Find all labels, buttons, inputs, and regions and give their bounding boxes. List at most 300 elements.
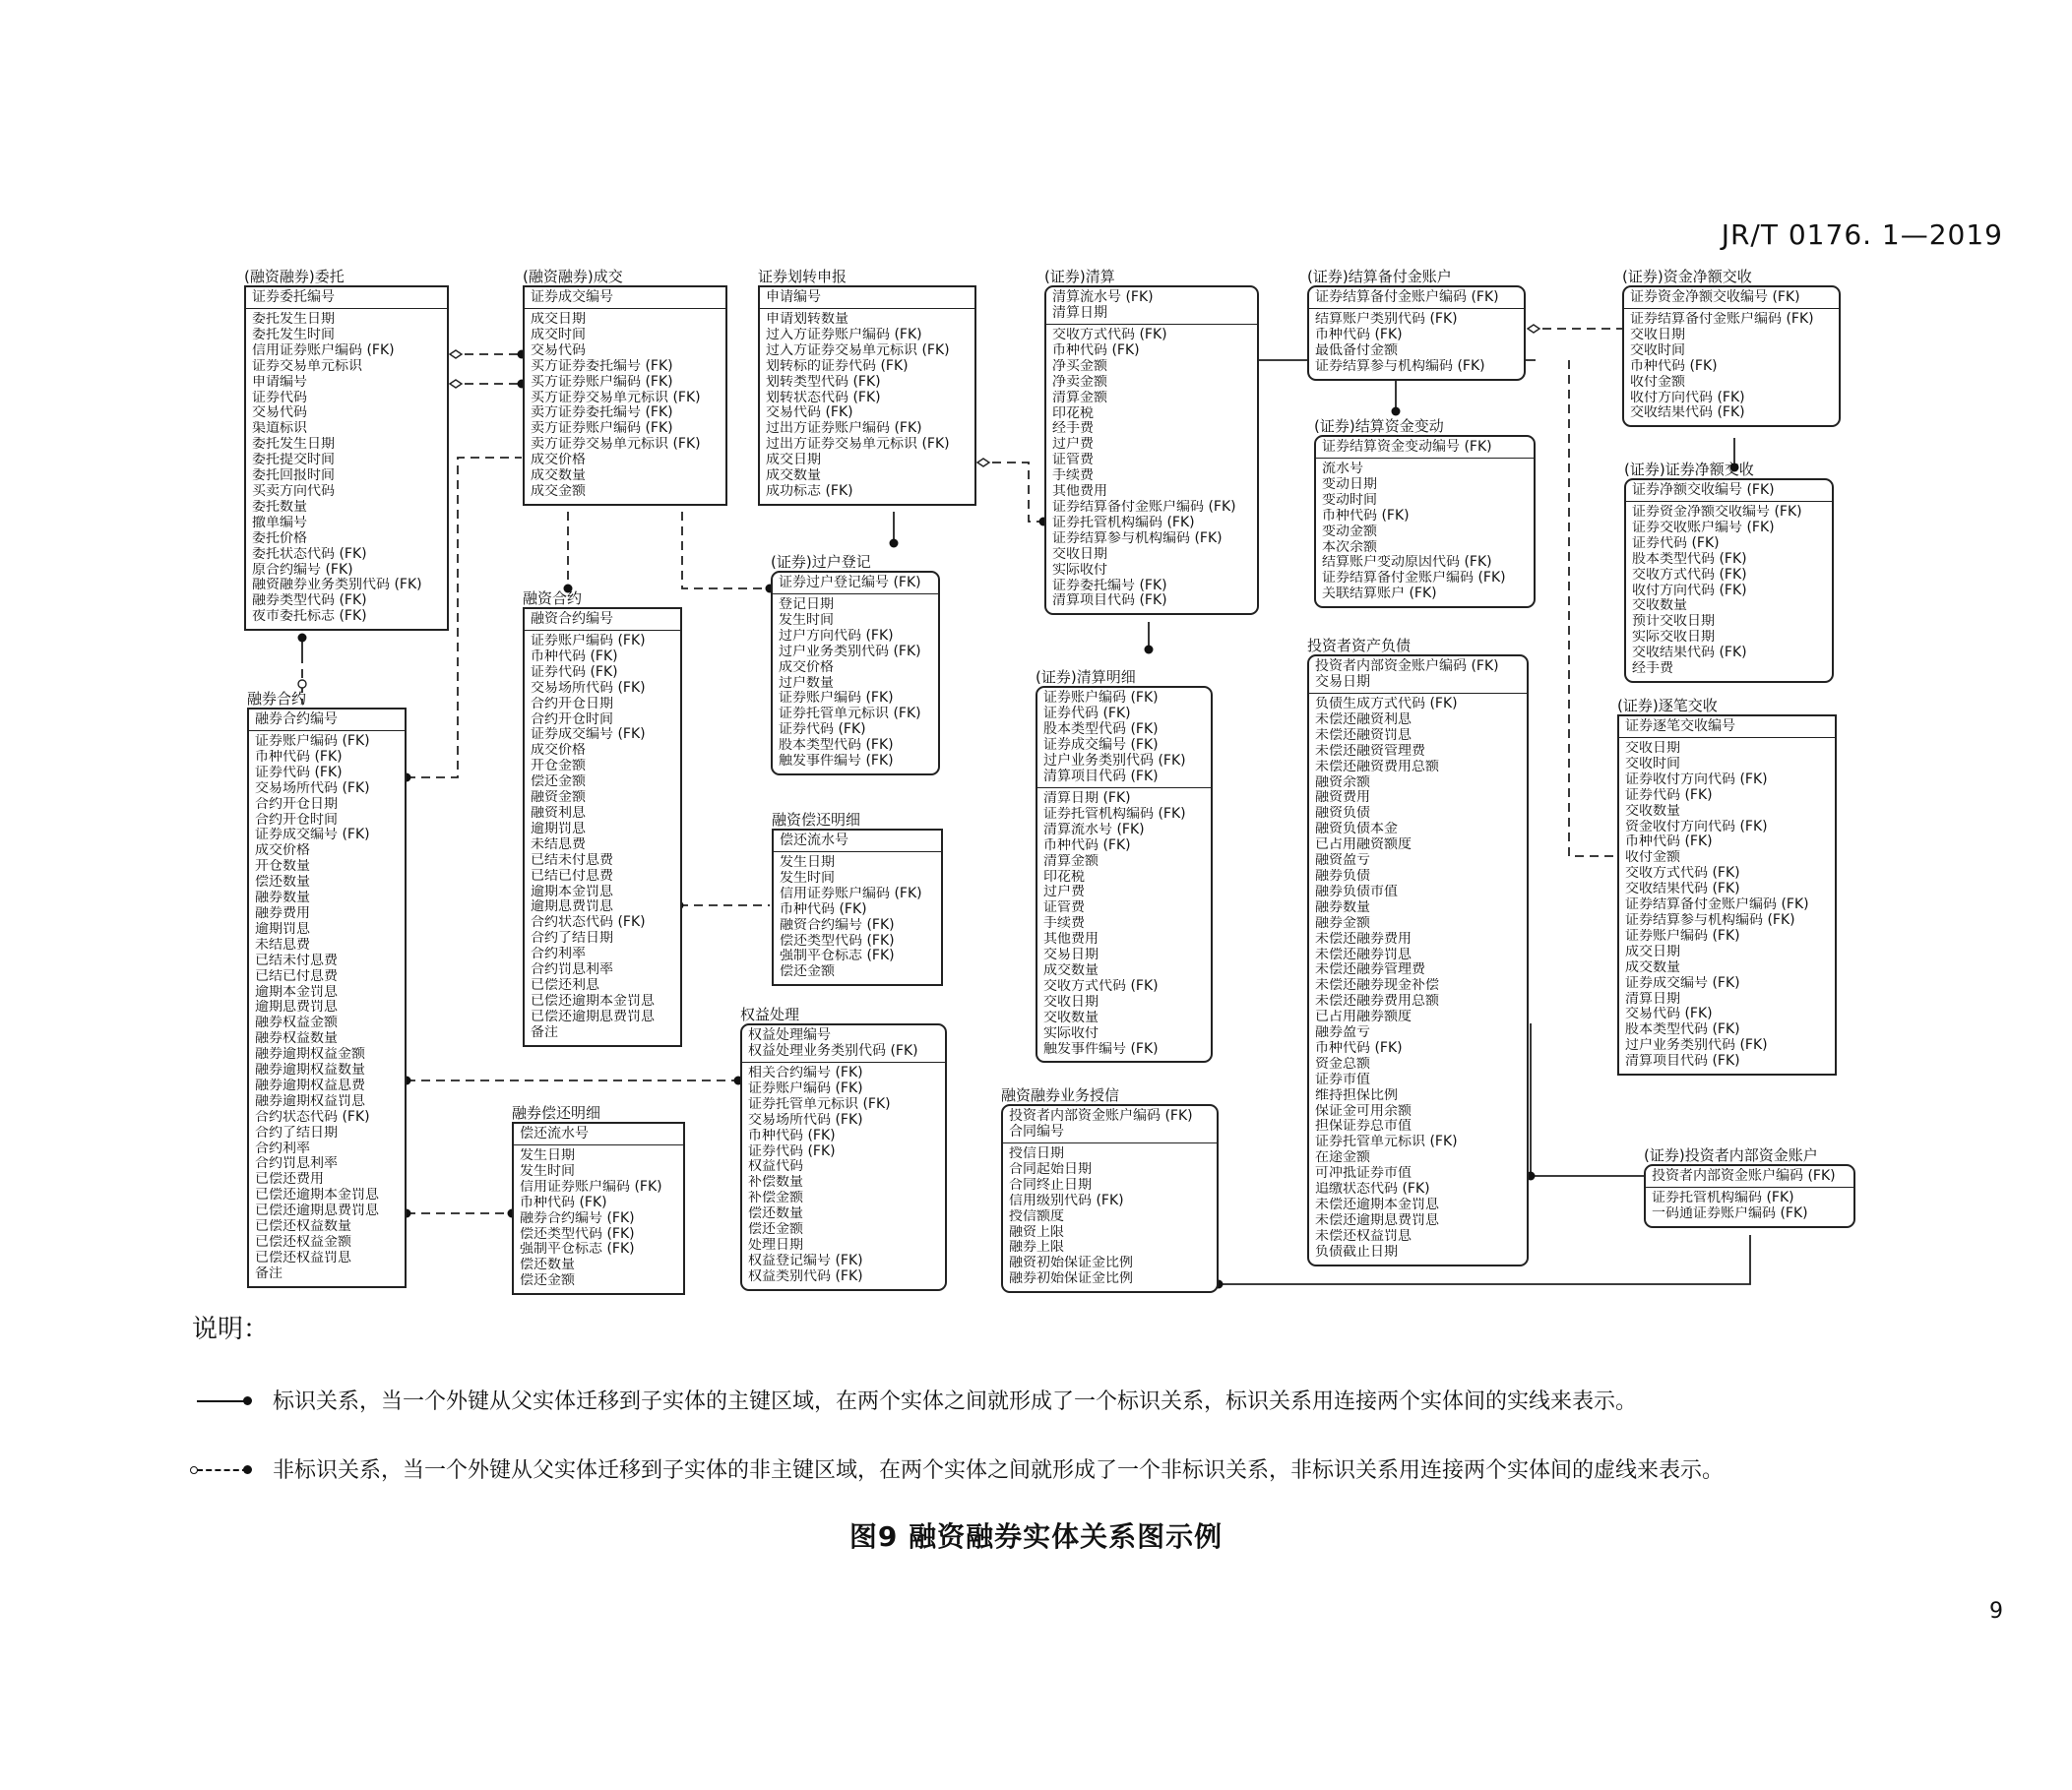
attribute: 过户业务类别代码 (FK) bbox=[1625, 1038, 1768, 1054]
entity-title: (证券)证券净额交收 bbox=[1624, 461, 1754, 478]
attribute: 交易场所代码 (FK) bbox=[531, 680, 646, 696]
attribute: 证券结算备付金账户编码 (FK) bbox=[1052, 499, 1236, 515]
attribute: 证券成交编号 (FK) bbox=[1625, 975, 1740, 991]
attribute: 证券账户编码 (FK) bbox=[531, 634, 646, 648]
entity bbox=[523, 268, 727, 506]
attribute-section bbox=[525, 631, 680, 1045]
primary-key-section bbox=[1037, 688, 1211, 788]
attribute: 撤单编号 bbox=[252, 515, 307, 530]
attribute: 本次余额 bbox=[1322, 539, 1377, 555]
attribute: 已结已付息费 bbox=[255, 968, 338, 984]
attribute: 证管费 bbox=[1052, 453, 1094, 468]
attribute-section bbox=[1309, 694, 1527, 1265]
attribute: 成交日期 bbox=[531, 312, 586, 327]
key-attribute: 证券资金净额交收编号 (FK) bbox=[1630, 289, 1800, 305]
key-attribute: 权益处理编号 bbox=[748, 1027, 831, 1043]
attribute: 证券结算备付金账户编码 (FK) bbox=[1630, 312, 1814, 327]
attribute: 权益代码 bbox=[748, 1159, 803, 1175]
attribute: 交易代码 (FK) bbox=[1625, 1007, 1713, 1022]
attribute: 融券逾期权益数量 bbox=[255, 1063, 365, 1079]
attribute: 证券托管机构编码 (FK) bbox=[1652, 1191, 1794, 1205]
attribute: 偿还数量 bbox=[748, 1206, 803, 1222]
attribute: 证券交收账户编号 (FK) bbox=[1632, 520, 1775, 535]
attribute: 交收结果代码 (FK) bbox=[1632, 646, 1747, 661]
attribute: 实际收付 bbox=[1052, 562, 1107, 578]
rel-dash-7 bbox=[682, 512, 770, 588]
attribute: 未结息费 bbox=[255, 937, 310, 953]
attribute: 证券成交编号 (FK) bbox=[255, 828, 370, 843]
attribute: 币种代码 (FK) bbox=[1625, 834, 1713, 850]
rel-dash-5 bbox=[977, 463, 1043, 522]
attribute: 交收方式代码 (FK) bbox=[1625, 866, 1740, 882]
attribute: 发生时间 bbox=[779, 612, 834, 628]
attribute: 证券结算备付金账户编码 (FK) bbox=[1322, 571, 1506, 586]
attribute: 清算流水号 (FK) bbox=[1043, 822, 1145, 837]
attribute: 融券负债市值 bbox=[1315, 884, 1398, 899]
attribute: 证券托管单元标识 (FK) bbox=[1315, 1135, 1458, 1150]
attribute: 证券账户编码 (FK) bbox=[779, 691, 894, 707]
attribute: 合约开仓日期 bbox=[255, 796, 338, 812]
attribute: 担保证券总市值 bbox=[1315, 1119, 1412, 1135]
attribute: 发生日期 bbox=[520, 1148, 575, 1163]
entity bbox=[244, 268, 449, 631]
entity-box bbox=[523, 285, 727, 506]
attribute: 过入方证券账户编码 (FK) bbox=[766, 327, 922, 342]
attribute: 未偿还融券费用总额 bbox=[1315, 994, 1439, 1010]
primary-key-section bbox=[1626, 480, 1832, 502]
entity-box bbox=[1644, 1164, 1855, 1228]
entity-title: (证券)清算明细 bbox=[1036, 668, 1136, 686]
key-attribute: 交易日期 bbox=[1315, 674, 1370, 690]
attribute: 结算账户类别代码 (FK) bbox=[1315, 312, 1458, 327]
attribute: 逾期息费罚息 bbox=[531, 899, 613, 915]
entity bbox=[523, 589, 682, 1047]
attribute: 手续费 bbox=[1052, 468, 1094, 484]
attribute: 信用证券账户编码 (FK) bbox=[252, 342, 395, 358]
primary-key-section bbox=[742, 1025, 945, 1063]
attribute: 补偿数量 bbox=[748, 1175, 803, 1191]
attribute: 逾期罚息 bbox=[255, 921, 310, 937]
attribute-section bbox=[774, 852, 941, 984]
entity-box bbox=[771, 571, 940, 775]
attribute: 未偿还融资罚息 bbox=[1315, 727, 1412, 743]
attribute: 融券类型代码 (FK) bbox=[252, 593, 367, 609]
attribute: 融资初始保证金比例 bbox=[1009, 1256, 1133, 1271]
attribute: 交收数量 bbox=[1043, 1010, 1099, 1025]
entity bbox=[1617, 697, 1837, 1076]
entity-box bbox=[1624, 478, 1834, 683]
primary-key-section bbox=[774, 831, 941, 852]
attribute: 原合约编号 (FK) bbox=[252, 562, 353, 578]
attribute: 登记日期 bbox=[779, 597, 834, 612]
attribute: 买方证券账户编码 (FK) bbox=[531, 374, 673, 390]
entity-title: (证券)资金净额交收 bbox=[1622, 268, 1752, 285]
attribute: 合约利率 bbox=[255, 1141, 310, 1156]
entity-box bbox=[1307, 654, 1529, 1266]
attribute: 经手费 bbox=[1632, 661, 1673, 677]
entity-title: 融资偿还明细 bbox=[772, 811, 861, 829]
key-attribute: 过户业务类别代码 (FK) bbox=[1043, 753, 1186, 769]
attribute: 划转标的证券代码 (FK) bbox=[766, 358, 909, 374]
attribute: 备注 bbox=[255, 1265, 283, 1281]
key-attribute: 股本类型代码 (FK) bbox=[1043, 721, 1159, 737]
attribute: 未偿还融券费用 bbox=[1315, 931, 1412, 947]
entity-box bbox=[247, 708, 407, 1288]
attribute: 净卖金额 bbox=[1052, 374, 1107, 390]
attribute: 已结未付息费 bbox=[531, 852, 613, 868]
attribute: 证券资金净额交收编号 (FK) bbox=[1632, 505, 1802, 520]
legend-identifying bbox=[192, 1385, 1885, 1418]
attribute: 追缴状态代码 (FK) bbox=[1315, 1182, 1430, 1198]
attribute: 币种代码 (FK) bbox=[1322, 508, 1410, 524]
attribute: 委托回报时间 bbox=[252, 468, 335, 484]
attribute: 偿还金额 bbox=[748, 1222, 803, 1238]
entity bbox=[247, 690, 407, 1288]
attribute: 触发事件编号 (FK) bbox=[1043, 1041, 1159, 1057]
attribute: 已偿还权益罚息 bbox=[255, 1250, 351, 1265]
attribute: 融资费用 bbox=[1315, 790, 1370, 806]
legend bbox=[192, 1309, 1885, 1522]
attribute: 买卖方向代码 bbox=[252, 483, 335, 499]
entity bbox=[740, 1006, 947, 1291]
entity-title: 融券合约 bbox=[247, 690, 307, 708]
key-attribute: 证券账户编码 (FK) bbox=[1043, 690, 1159, 706]
attribute: 交易代码 bbox=[531, 342, 586, 358]
attribute: 变动金额 bbox=[1322, 524, 1377, 539]
attribute: 清算项目代码 (FK) bbox=[1052, 593, 1167, 609]
attribute: 融券合约编号 (FK) bbox=[520, 1210, 635, 1226]
attribute-section bbox=[773, 594, 938, 773]
entity-title: 融资合约 bbox=[523, 589, 583, 607]
attribute: 已偿还权益数量 bbox=[255, 1219, 351, 1235]
primary-key-section bbox=[1309, 656, 1527, 694]
attribute: 开仓数量 bbox=[255, 859, 310, 875]
entity-title: (融资融券)委托 bbox=[244, 268, 345, 285]
attribute: 相关合约编号 (FK) bbox=[748, 1066, 863, 1080]
attribute: 融券逾期权益罚息 bbox=[255, 1093, 365, 1109]
attribute: 交收日期 bbox=[1043, 994, 1099, 1010]
primary-key-section bbox=[760, 287, 974, 309]
attribute: 交收方式代码 (FK) bbox=[1043, 978, 1159, 994]
attribute: 卖方证券账户编码 (FK) bbox=[531, 421, 673, 437]
key-attribute: 证券净额交收编号 (FK) bbox=[1632, 482, 1775, 498]
attribute: 证券结算参与机构编码 (FK) bbox=[1315, 358, 1485, 374]
attribute: 股本类型代码 (FK) bbox=[779, 738, 894, 754]
key-attribute: 证券委托编号 bbox=[252, 289, 335, 305]
attribute-section bbox=[1046, 325, 1257, 613]
entity bbox=[1314, 417, 1536, 608]
attribute: 交易代码 (FK) bbox=[766, 405, 853, 421]
attribute: 融资融券业务类别代码 (FK) bbox=[252, 578, 422, 593]
attribute: 未偿还融券罚息 bbox=[1315, 947, 1412, 962]
entity bbox=[771, 553, 940, 775]
attribute: 委托状态代码 (FK) bbox=[252, 546, 367, 562]
attribute: 收付方向代码 (FK) bbox=[1630, 390, 1745, 405]
attribute: 合约状态代码 (FK) bbox=[531, 915, 646, 931]
legend-non-identifying-text: 非标识关系，当一个外键从父实体迁移到子实体的非主键区域，在两个实体之间就形成了一个非标识关系，非标识关系用连接两个实体间的虚线来表示。 bbox=[273, 1458, 1725, 1483]
attribute: 逾期罚息 bbox=[531, 821, 586, 836]
attribute: 过出方证券账户编码 (FK) bbox=[766, 421, 922, 437]
key-attribute: 证券结算备付金账户编码 (FK) bbox=[1315, 289, 1499, 305]
attribute: 授信额度 bbox=[1009, 1208, 1064, 1224]
attribute: 逾期本金罚息 bbox=[531, 884, 613, 899]
attribute: 印花税 bbox=[1043, 869, 1085, 885]
attribute: 其他费用 bbox=[1052, 484, 1107, 500]
primary-key-section bbox=[1003, 1106, 1217, 1143]
primary-key-section bbox=[246, 287, 447, 309]
attribute: 融资合约编号 (FK) bbox=[780, 917, 895, 933]
page-number: 9 bbox=[1989, 1599, 2003, 1624]
attribute: 一码通证券账户编码 (FK) bbox=[1652, 1205, 1808, 1221]
key-attribute: 申请编号 bbox=[766, 289, 821, 305]
key-attribute: 权益处理业务类别代码 (FK) bbox=[748, 1043, 918, 1059]
entity bbox=[772, 811, 943, 986]
attribute: 证券账户编码 (FK) bbox=[748, 1080, 863, 1096]
attribute: 偿还数量 bbox=[255, 875, 310, 891]
attribute: 股本类型代码 (FK) bbox=[1625, 1022, 1740, 1038]
attribute: 成交数量 bbox=[1625, 959, 1680, 975]
entity bbox=[1644, 1146, 1855, 1228]
attribute: 手续费 bbox=[1043, 916, 1085, 932]
attribute-section bbox=[760, 309, 974, 504]
attribute: 成交数量 bbox=[1043, 962, 1099, 978]
attribute: 发生时间 bbox=[780, 870, 835, 886]
attribute: 证券收付方向代码 (FK) bbox=[1625, 772, 1768, 787]
attribute: 委托数量 bbox=[252, 499, 307, 515]
attribute: 委托提交时间 bbox=[252, 453, 335, 468]
primary-key-section bbox=[249, 710, 405, 731]
attribute: 证券交易单元标识 bbox=[252, 358, 362, 374]
attribute: 融券初始保证金比例 bbox=[1009, 1271, 1133, 1287]
attribute: 其他费用 bbox=[1043, 932, 1099, 948]
attribute: 逾期息费罚息 bbox=[255, 1000, 338, 1016]
attribute: 证券成交编号 (FK) bbox=[531, 727, 646, 743]
primary-key-section bbox=[1624, 287, 1839, 309]
entity-box bbox=[758, 285, 976, 506]
attribute: 已偿还费用 bbox=[255, 1172, 324, 1188]
primary-key-section bbox=[1316, 437, 1534, 459]
attribute: 未偿还逾期息费罚息 bbox=[1315, 1212, 1439, 1228]
attribute: 偿还数量 bbox=[520, 1258, 575, 1273]
attribute: 证券托管单元标识 (FK) bbox=[779, 707, 921, 722]
dashed-line-symbol bbox=[197, 1469, 248, 1471]
attribute: 证券结算备付金账户编码 (FK) bbox=[1625, 897, 1809, 913]
attribute: 成功标志 (FK) bbox=[766, 483, 853, 499]
attribute: 偿还金额 bbox=[780, 964, 835, 980]
legend-non-identifying bbox=[192, 1453, 1885, 1487]
entity-box bbox=[1617, 714, 1837, 1076]
attribute: 保证金可用余额 bbox=[1315, 1103, 1412, 1119]
attribute: 过出方证券交易单元标识 (FK) bbox=[766, 437, 950, 453]
attribute: 偿还金额 bbox=[531, 774, 586, 790]
attribute: 交收时间 bbox=[1630, 342, 1685, 358]
attribute: 交收方式代码 (FK) bbox=[1632, 567, 1747, 583]
key-attribute: 投资者内部资金账户编码 (FK) bbox=[1009, 1108, 1193, 1124]
attribute: 未偿还融券现金补偿 bbox=[1315, 978, 1439, 994]
attribute: 预计交收日期 bbox=[1632, 614, 1715, 630]
entity-title: (证券)结算资金变动 bbox=[1314, 417, 1444, 435]
attribute: 证券代码 (FK) bbox=[779, 722, 866, 738]
attribute: 股本类型代码 (FK) bbox=[1632, 551, 1747, 567]
attribute: 卖方证券交易单元标识 (FK) bbox=[531, 437, 701, 453]
attribute: 可冲抵证券市值 bbox=[1315, 1166, 1412, 1182]
key-attribute: 清算流水号 (FK) bbox=[1052, 289, 1154, 305]
attribute: 流水号 bbox=[1322, 462, 1363, 476]
document-id: JR/T 0176. 1—2019 bbox=[1721, 218, 2003, 251]
attribute: 资金总额 bbox=[1315, 1056, 1370, 1072]
attribute: 成交金额 bbox=[531, 483, 586, 499]
attribute: 成交价格 bbox=[255, 843, 310, 859]
attribute: 偿还类型代码 (FK) bbox=[520, 1226, 635, 1242]
primary-key-section bbox=[514, 1124, 683, 1145]
entity-box bbox=[1001, 1104, 1219, 1293]
attribute: 补偿金额 bbox=[748, 1191, 803, 1206]
attribute: 未偿还逾期本金罚息 bbox=[1315, 1198, 1439, 1212]
attribute: 融券上限 bbox=[1009, 1240, 1064, 1256]
attribute: 融资利息 bbox=[531, 805, 586, 821]
attribute: 已偿还权益金额 bbox=[255, 1235, 351, 1250]
key-attribute: 投资者内部资金账户编码 (FK) bbox=[1652, 1168, 1836, 1184]
attribute-section bbox=[1316, 459, 1534, 606]
attribute: 证券托管机构编码 (FK) bbox=[1052, 515, 1195, 530]
attribute-section bbox=[1037, 788, 1211, 1061]
attribute: 资金收付方向代码 (FK) bbox=[1625, 819, 1768, 834]
attribute: 负债生成方式代码 (FK) bbox=[1315, 697, 1458, 711]
entity-box bbox=[1307, 285, 1526, 381]
entity bbox=[1044, 268, 1259, 615]
attribute: 未偿还融券管理费 bbox=[1315, 962, 1425, 978]
entity-title: (证券)逐笔交收 bbox=[1617, 697, 1718, 714]
attribute: 卖方证券委托编号 (FK) bbox=[531, 405, 673, 421]
attribute: 合约了结日期 bbox=[255, 1125, 338, 1141]
attribute: 最低备付金额 bbox=[1315, 342, 1398, 358]
attribute: 清算项目代码 (FK) bbox=[1625, 1054, 1740, 1070]
key-attribute: 证券结算资金变动编号 (FK) bbox=[1322, 439, 1492, 455]
attribute: 证券市值 bbox=[1315, 1072, 1370, 1087]
attribute: 已偿还逾期息费罚息 bbox=[531, 1009, 655, 1024]
attribute: 币种代码 (FK) bbox=[1315, 327, 1403, 342]
entity-title: 投资者资产负债 bbox=[1307, 637, 1412, 654]
entity-box bbox=[1036, 686, 1213, 1063]
key-attribute: 偿还流水号 bbox=[780, 833, 848, 848]
attribute: 融资负债 bbox=[1315, 806, 1370, 822]
attribute: 融资余额 bbox=[1315, 774, 1370, 790]
attribute: 买方证券交易单元标识 (FK) bbox=[531, 390, 701, 405]
entity-title: 证券划转申报 bbox=[758, 268, 848, 285]
attribute: 过户费 bbox=[1043, 885, 1085, 900]
attribute: 证券代码 bbox=[252, 390, 307, 405]
legend-identifying-text: 标识关系，当一个外键从父实体迁移到子实体的主键区域，在两个实体之间就形成了一个标识关系，标识关系用连接两个实体间的实线来表示。 bbox=[273, 1389, 1638, 1414]
attribute: 证管费 bbox=[1043, 900, 1085, 916]
entity bbox=[512, 1104, 685, 1295]
attribute: 负债截止日期 bbox=[1315, 1244, 1398, 1260]
key-attribute: 清算项目代码 (FK) bbox=[1043, 769, 1159, 784]
attribute: 已占用融资额度 bbox=[1315, 837, 1412, 853]
attribute: 融券费用 bbox=[255, 905, 310, 921]
entity-box bbox=[772, 829, 943, 986]
attribute: 成交日期 bbox=[766, 453, 821, 468]
attribute: 已偿还逾期息费罚息 bbox=[255, 1204, 379, 1219]
entity bbox=[1036, 668, 1213, 1063]
attribute: 合约开仓日期 bbox=[531, 696, 613, 711]
attribute: 经手费 bbox=[1052, 421, 1094, 437]
attribute: 证券托管单元标识 (FK) bbox=[748, 1096, 891, 1112]
entity-title: (证券)清算 bbox=[1044, 268, 1115, 285]
attribute: 结算账户变动原因代码 (FK) bbox=[1322, 555, 1492, 571]
attribute: 币种代码 (FK) bbox=[748, 1128, 836, 1143]
attribute: 过户数量 bbox=[779, 675, 834, 691]
primary-key-section bbox=[1309, 287, 1524, 309]
attribute: 强制平仓标志 (FK) bbox=[520, 1242, 635, 1258]
attribute: 信用级别代码 (FK) bbox=[1009, 1193, 1124, 1208]
attribute: 成交数量 bbox=[766, 468, 821, 484]
key-attribute: 证券过户登记编号 (FK) bbox=[779, 575, 921, 590]
attribute: 交易代码 bbox=[252, 405, 307, 421]
attribute: 证券代码 (FK) bbox=[531, 664, 618, 680]
attribute: 偿还金额 bbox=[520, 1273, 575, 1289]
attribute-section bbox=[1626, 502, 1832, 681]
attribute: 融资负债本金 bbox=[1315, 822, 1398, 837]
entity-title: 融券偿还明细 bbox=[512, 1104, 601, 1122]
attribute: 买方证券委托编号 (FK) bbox=[531, 358, 673, 374]
attribute: 交收时间 bbox=[1625, 756, 1680, 772]
attribute-section bbox=[249, 731, 405, 1286]
attribute-section bbox=[1003, 1143, 1217, 1291]
attribute: 合约开仓时间 bbox=[531, 711, 613, 727]
key-attribute: 证券成交编号 (FK) bbox=[1043, 737, 1159, 753]
attribute: 币种代码 (FK) bbox=[780, 901, 867, 917]
attribute: 币种代码 (FK) bbox=[1043, 837, 1131, 853]
key-attribute: 证券代码 (FK) bbox=[1043, 706, 1131, 721]
attribute: 已偿还利息 bbox=[531, 977, 599, 993]
attribute: 清算金额 bbox=[1043, 853, 1099, 869]
entity-box bbox=[740, 1023, 947, 1291]
attribute: 权益类别代码 (FK) bbox=[748, 1268, 863, 1284]
attribute: 证券托管机构编码 (FK) bbox=[1043, 806, 1186, 822]
attribute-section bbox=[742, 1063, 945, 1289]
figure-caption: 图9 融资融券实体关系图示例 bbox=[848, 1520, 1224, 1553]
attribute: 证券账户编码 (FK) bbox=[1625, 928, 1740, 944]
entity-title: 融资融券业务授信 bbox=[1001, 1086, 1120, 1104]
entity-title: 权益处理 bbox=[740, 1006, 800, 1023]
attribute: 处理日期 bbox=[748, 1237, 803, 1253]
attribute: 申请划转数量 bbox=[766, 312, 848, 327]
entity bbox=[1307, 268, 1526, 381]
attribute-section bbox=[514, 1145, 683, 1293]
attribute: 渠道标识 bbox=[252, 421, 307, 437]
attribute: 合约罚息利率 bbox=[531, 962, 613, 978]
entity bbox=[1307, 637, 1529, 1266]
entity-title: (证券)投资者内部资金账户 bbox=[1644, 1146, 1818, 1164]
attribute: 交收数量 bbox=[1625, 803, 1680, 819]
key-attribute: 融资合约编号 bbox=[531, 611, 613, 627]
solid-line-symbol bbox=[197, 1400, 248, 1402]
attribute: 交收结果代码 (FK) bbox=[1630, 405, 1745, 421]
attribute-section bbox=[1619, 738, 1835, 1074]
attribute: 委托发生日期 bbox=[252, 312, 335, 327]
entity-title: (融资融券)成交 bbox=[523, 268, 623, 285]
attribute: 过户费 bbox=[1052, 437, 1094, 453]
attribute: 印花税 bbox=[1052, 405, 1094, 421]
attribute: 未偿还融资利息 bbox=[1315, 711, 1412, 727]
attribute: 交易场所代码 (FK) bbox=[255, 780, 370, 796]
attribute: 变动日期 bbox=[1322, 476, 1377, 492]
attribute: 开仓金额 bbox=[531, 759, 586, 774]
attribute-section bbox=[246, 309, 447, 629]
attribute: 合同终止日期 bbox=[1009, 1177, 1092, 1193]
attribute: 融资上限 bbox=[1009, 1224, 1064, 1240]
attribute: 融券盈亏 bbox=[1315, 1025, 1370, 1041]
